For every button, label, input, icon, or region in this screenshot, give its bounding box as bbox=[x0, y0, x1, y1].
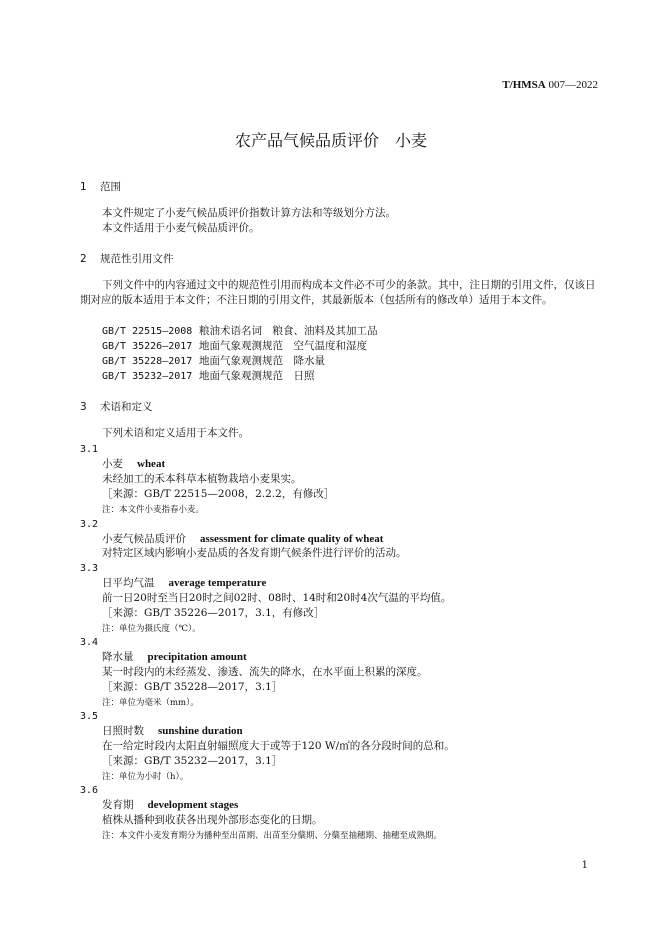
term-note: 注：单位为小时（h）。 bbox=[102, 772, 189, 782]
term-heading: 发育期 development stages bbox=[102, 799, 239, 811]
section-2-intro: 下列文件中的内容通过文中的规范性引用而构成本文件必不可少的条款。其中，注日期的引用文件，仅该日期对应的版本适用于本文件；不注日期的引用文件，其最新版本（包括所有的修改单）适用于本文件。 bbox=[80, 279, 596, 306]
term-heading: 日平均气温 average temperature bbox=[102, 577, 267, 589]
term-number: 3.5 bbox=[80, 711, 99, 722]
section-2-heading: 2 规范性引用文件 bbox=[80, 253, 174, 265]
section-1-heading: 1 范围 bbox=[80, 181, 121, 193]
term-definition: 在一给定时段内太阳直射辐照度大于或等于120 W/㎡的各分段时间的总和。 bbox=[102, 740, 455, 752]
term-definition: 某一时段内的未经蒸发、渗透、流失的降水，在水平面上积累的深度。 bbox=[102, 666, 428, 678]
term-source: ［来源：GB/T 35226—2017，3.1，有修改］ bbox=[102, 607, 325, 619]
term-number: 3.6 bbox=[80, 785, 99, 796]
term-heading: 日照时数 sunshine duration bbox=[102, 725, 243, 737]
term-note: 注：本文件小麦指春小麦。 bbox=[102, 505, 205, 515]
term-definition: 前一日20时至当日20时之间02时、08时、14时和20时4次气温的平均值。 bbox=[102, 592, 452, 604]
standard-code: T/HMSA 007—2022 bbox=[502, 79, 598, 91]
section-3-heading: 3 术语和定义 bbox=[80, 401, 153, 413]
term-definition: 植株从播种到收获各出现外部形态变化的日期。 bbox=[102, 814, 323, 826]
term-note: 注：单位为毫米（mm）。 bbox=[102, 698, 199, 708]
term-number: 3.3 bbox=[80, 563, 99, 574]
term-number: 3.4 bbox=[80, 637, 99, 648]
term-heading: 小麦 wheat bbox=[102, 458, 166, 470]
term-source: ［来源：GB/T 35228—2017，3.1］ bbox=[102, 681, 283, 693]
term-number: 3.2 bbox=[80, 519, 99, 530]
section-3-intro: 下列术语和定义适用于本文件。 bbox=[102, 427, 249, 439]
term-definition: 未经加工的禾本科草本植物栽培小麦果实。 bbox=[102, 473, 302, 485]
document-title: 农产品气候品质评价 小麦 bbox=[234, 131, 427, 150]
term-note: 注：本文件小麦发育期分为播种至出苗期、出苗至分蘖期、分蘖至抽穗期、抽穗至成熟期。 bbox=[102, 831, 443, 841]
term-number: 3.1 bbox=[80, 444, 99, 455]
term-source: ［来源：GB/T 35232—2017，3.1］ bbox=[102, 755, 283, 767]
term-heading: 小麦气候品质评价 assessment for climate quality of wheat bbox=[102, 533, 384, 545]
reference-item: GB/T 22515—2008 粮油术语名词 粮食、油料及其加工品 bbox=[102, 325, 378, 337]
reference-item: GB/T 35226—2017 地面气象观测规范 空气温度和湿度 bbox=[102, 340, 367, 352]
term-definition: 对特定区域内影响小麦品质的各发育期气候条件进行评价的活动。 bbox=[102, 547, 407, 559]
page-number: 1 bbox=[581, 860, 588, 871]
section-1-paragraph-2: 本文件适用于小麦气候品质评价。 bbox=[102, 222, 260, 234]
term-source: ［来源：GB/T 22515—2008，2.2.2，有修改］ bbox=[102, 488, 335, 500]
reference-item: GB/T 35232—2017 地面气象观测规范 日照 bbox=[102, 370, 315, 382]
section-1-paragraph-1: 本文件规定了小麦气候品质评价指数计算方法和等级划分方法。 bbox=[102, 207, 396, 219]
term-note: 注：单位为摄氏度（℃）。 bbox=[102, 624, 201, 634]
term-heading: 降水量 precipitation amount bbox=[102, 651, 247, 663]
reference-item: GB/T 35228—2017 地面气象观测规范 降水量 bbox=[102, 355, 325, 367]
